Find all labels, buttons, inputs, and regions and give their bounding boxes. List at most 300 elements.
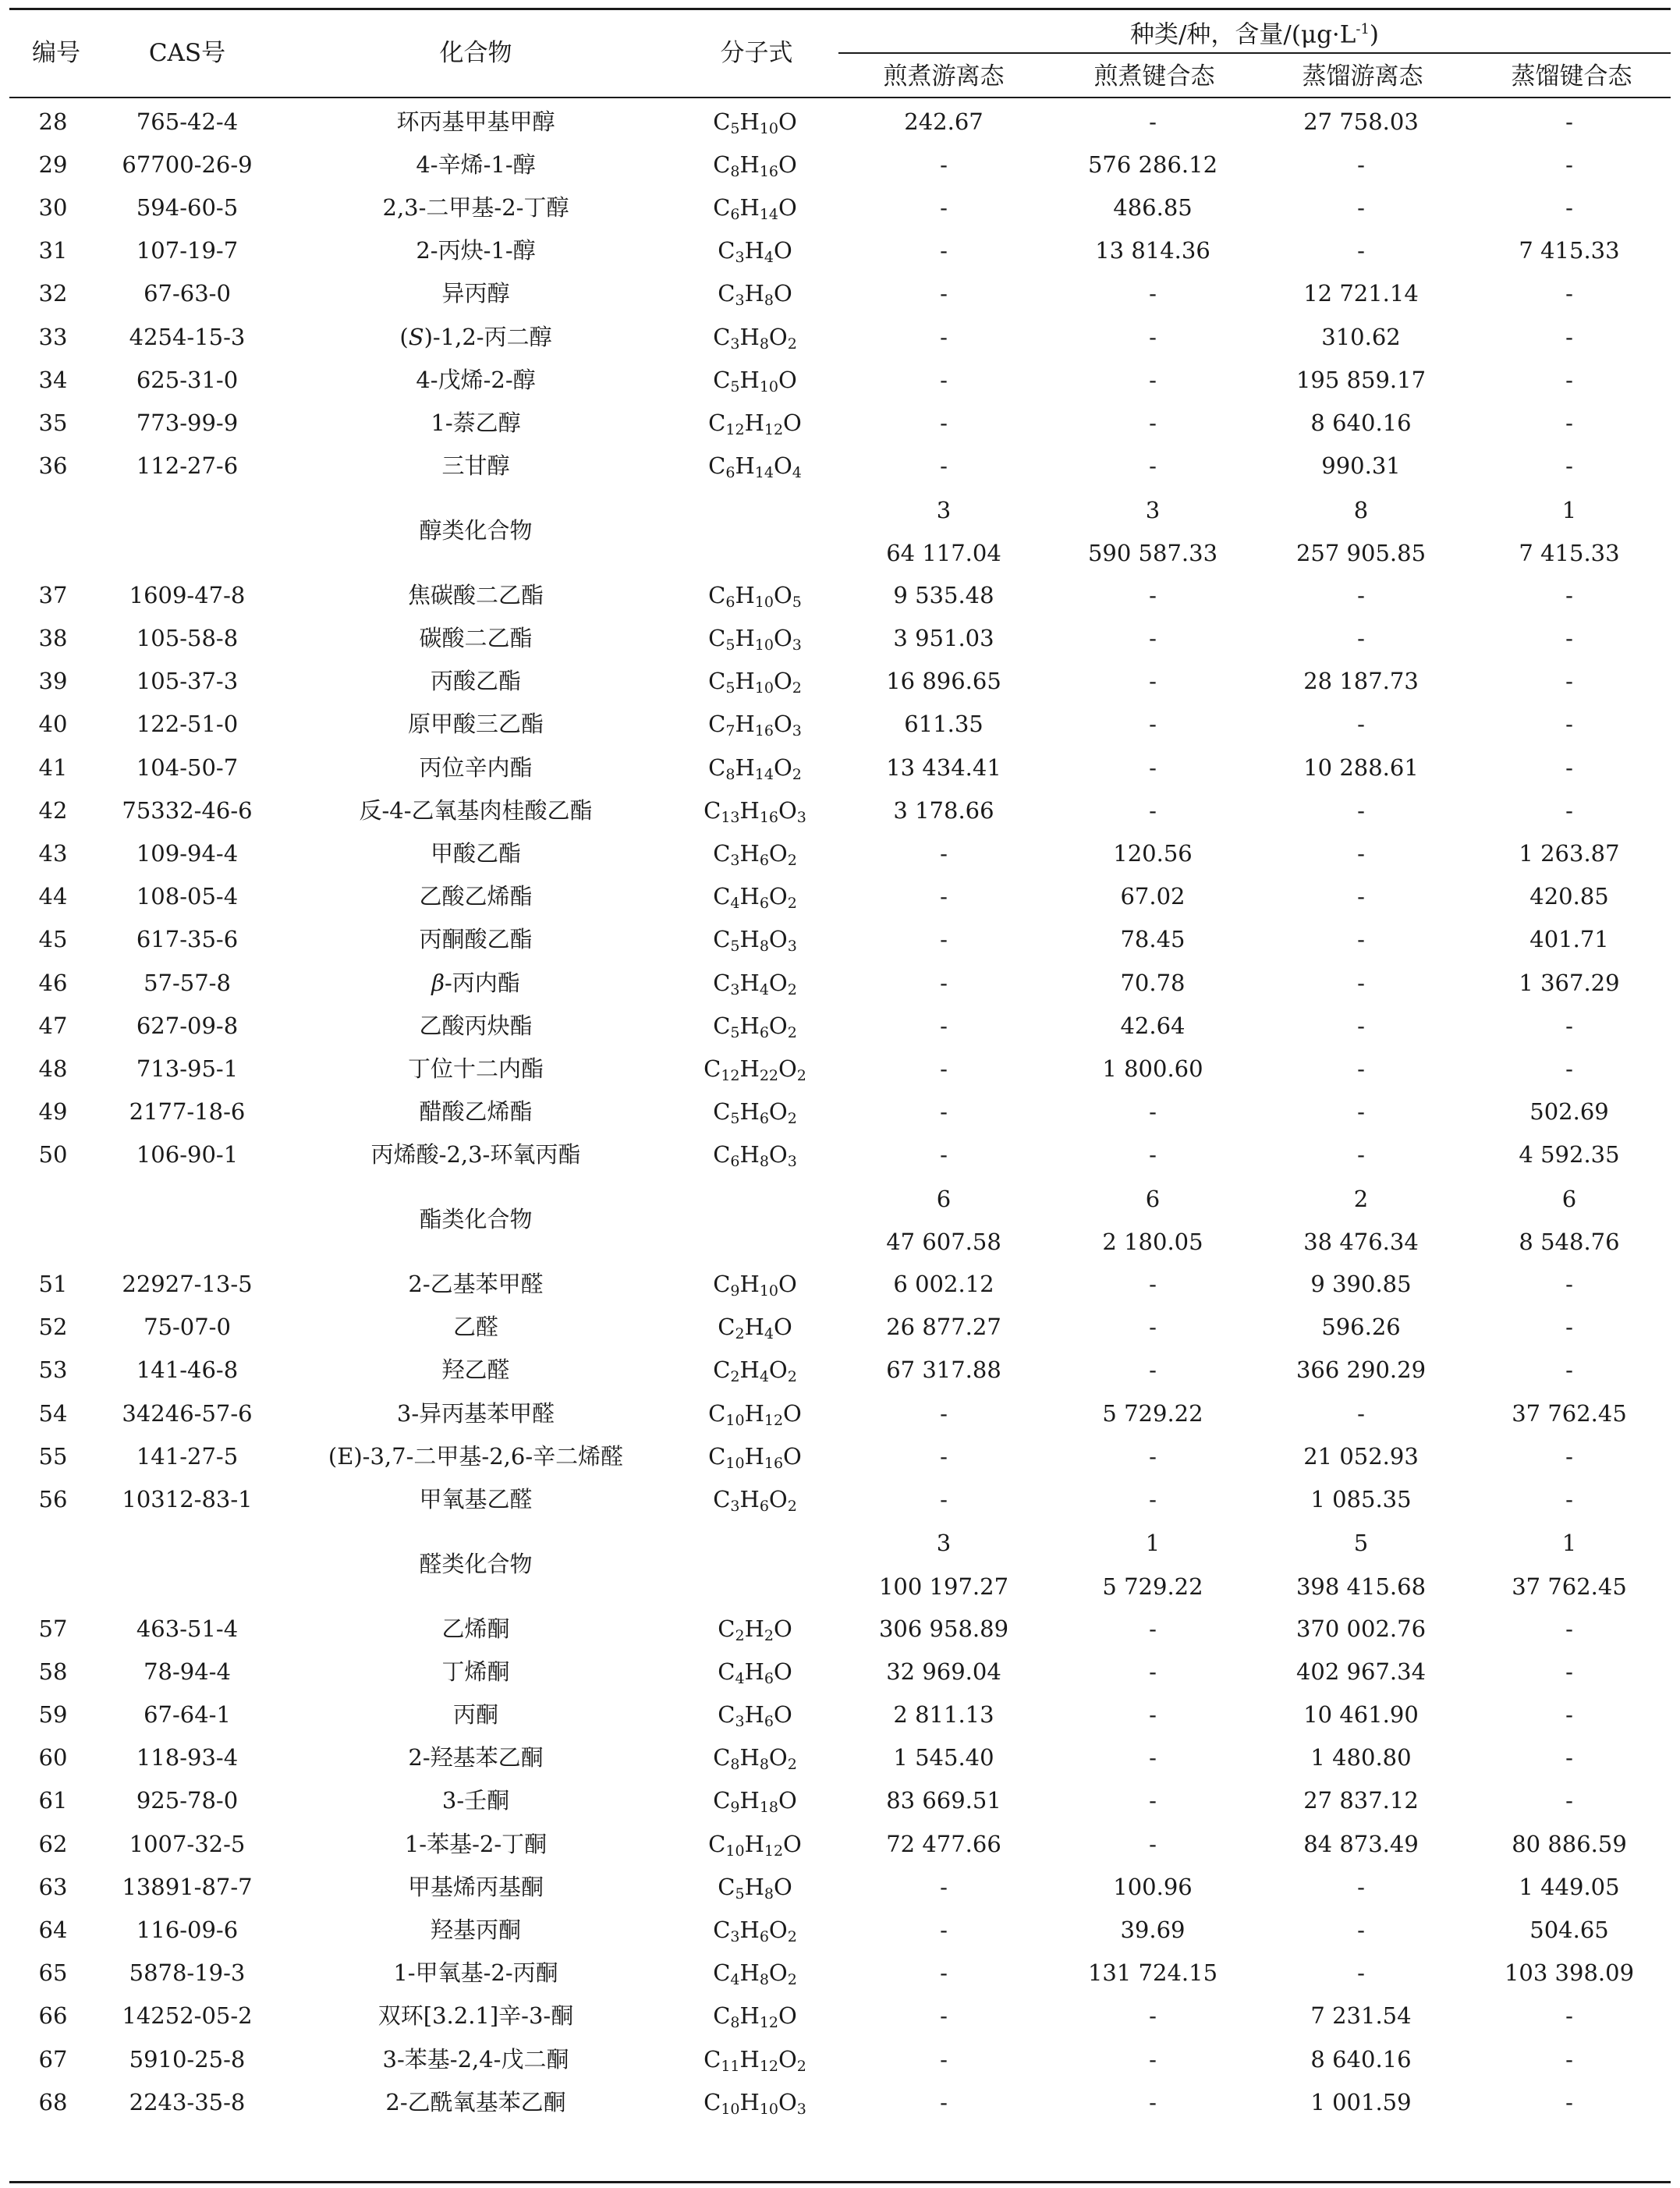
header-distill-bound: 蒸馏键合态 [1511,62,1632,90]
cell-decoction-bound: - [1149,452,1157,480]
cell-distill-free: - [1357,969,1365,996]
cell-decoction-free: 13 434.41 [886,754,1001,781]
cell-compound: 3-苯基-2,4-戊二酮 [382,2045,569,2073]
cell-distill-free: 402 967.34 [1295,1658,1427,1685]
cell-distill-free: - [1357,1399,1365,1427]
summary-label: 醇类化合物 [419,517,533,544]
cell-formula: $C_{13}H_{16}O_3$ [704,796,806,826]
cell-distill-free: - [1357,625,1365,651]
cell-distill-bound: - [1565,625,1573,651]
cell-decoction-bound: 100.96 [1113,1873,1193,1900]
cell-distill-bound: - [1565,108,1573,135]
cell-decoction-bound: - [1149,366,1157,393]
cell-decoction-bound: - [1149,668,1157,695]
summary-total-distill-bound: 8 548.76 [1519,1228,1620,1255]
cell-distill-bound: - [1565,410,1573,436]
cell-decoction-free: 16 896.65 [886,668,1001,695]
cell-id: 35 [38,410,68,436]
cell-decoction-bound: - [1149,410,1157,436]
cell-decoction-free: - [940,1917,948,1943]
cell-decoction-free: - [940,1959,948,1987]
cell-decoction-free: 3 951.03 [893,625,994,651]
top-rule [9,8,1671,10]
cell-decoction-bound: - [1149,280,1157,307]
cell-distill-free: 10 461.90 [1303,1701,1419,1728]
cell-decoction-bound: - [1149,1141,1157,1168]
cell-distill-free: - [1357,1098,1365,1126]
cell-id: 42 [38,796,68,824]
cell-cas: 105-58-8 [136,625,239,651]
cell-distill-free: 1 085.35 [1310,1486,1412,1512]
cell-decoction-free: - [940,2002,948,2030]
cell-formula: $C_{12}H_{22}O_2$ [704,1055,806,1084]
cell-decoction-free: - [940,1486,948,1512]
cell-decoction-bound: 42.64 [1120,1012,1186,1039]
cell-decoction-bound: 131 724.15 [1087,1959,1218,1987]
header-cas: CAS号 [148,39,226,67]
cell-decoction-bound: - [1149,1486,1157,1512]
header-rule [9,97,1671,98]
cell-distill-free: - [1357,1012,1365,1039]
cell-formula: $C_5H_6O_2$ [713,1098,797,1128]
cell-distill-free: 596.26 [1321,1314,1401,1341]
cell-id: 33 [38,323,68,350]
cell-distill-bound: 420.85 [1529,883,1609,910]
cell-distill-bound: 4 592.35 [1519,1141,1620,1168]
cell-cas: 594-60-5 [136,194,239,221]
cell-cas: 78-94-4 [144,1658,231,1685]
cell-distill-free: 1 001.59 [1310,2088,1412,2115]
cell-formula: $C_6H_{14}O$ [713,194,797,223]
cell-distill-free: - [1357,1055,1365,1082]
cell-distill-bound: - [1565,151,1573,178]
cell-cas: 75-07-0 [144,1314,231,1341]
cell-distill-bound: - [1565,194,1573,221]
cell-decoction-free: - [940,1442,948,1470]
summary-total-distill-bound: 37 762.45 [1512,1573,1627,1600]
cell-decoction-free: - [940,452,948,480]
cell-distill-bound: - [1565,1658,1573,1685]
summary-count-distill-bound: 1 [1561,1530,1577,1557]
cell-cas: 109-94-4 [136,840,239,867]
cell-compound: 2-乙酰氧基苯乙酮 [385,2088,566,2115]
cell-id: 36 [38,452,68,480]
cell-decoction-free: - [940,323,948,350]
cell-id: 66 [38,2002,68,2030]
header-distill-free: 蒸馏游离态 [1302,62,1423,90]
cell-distill-free: - [1357,1917,1365,1943]
cell-formula: $C_5H_{10}O_2$ [708,668,802,697]
summary-count-decoction-free: 3 [936,496,952,523]
cell-compound: 环丙基甲基甲醇 [396,108,555,135]
cell-distill-free: - [1357,926,1365,953]
cell-id: 56 [38,1486,68,1512]
cell-cas: 5910-25-8 [129,2045,246,2073]
cell-distill-bound: - [1565,323,1573,350]
cell-id: 64 [38,1917,68,1943]
header-group [838,14,1671,50]
cell-distill-bound: 1 263.87 [1519,840,1620,867]
cell-distill-bound: - [1565,1701,1573,1728]
summary-total-distill-free: 398 415.68 [1295,1573,1427,1600]
cell-formula: $C_9H_{10}O$ [713,1271,797,1300]
cell-distill-bound: 401.71 [1529,926,1609,953]
cell-cas: 627-09-8 [136,1012,239,1039]
cell-formula: $C_8H_{14}O_2$ [708,754,802,783]
cell-decoction-bound: 1 800.60 [1102,1055,1203,1082]
cell-id: 60 [38,1744,68,1771]
cell-cas: 141-46-8 [136,1356,239,1384]
cell-formula: $C_2H_2O$ [718,1615,792,1644]
cell-decoction-free: - [940,840,948,867]
cell-cas: 773-99-9 [136,410,239,436]
cell-decoction-free: - [940,969,948,996]
cell-cas: 925-78-0 [136,1787,239,1814]
cell-compound: 1-苯基-2-丁酮 [404,1830,548,1857]
cell-compound: 丁位十二内酯 [407,1055,544,1082]
cell-cas: 13891-87-7 [122,1873,253,1900]
summary-count-distill-bound: 6 [1561,1185,1577,1212]
cell-cas: 104-50-7 [136,754,239,781]
summary-total-distill-free: 38 476.34 [1303,1228,1419,1255]
cell-cas: 107-19-7 [136,237,239,264]
cell-formula: $C_3H_4O$ [718,237,792,267]
cell-distill-bound: - [1565,1744,1573,1771]
cell-formula: $C_5H_8O$ [718,1873,792,1903]
cell-decoction-bound: - [1149,323,1157,350]
cell-cas: 14252-05-2 [122,2002,253,2030]
cell-id: 59 [38,1701,68,1728]
summary-total-decoction-free: 64 117.04 [886,539,1001,566]
cell-cas: 108-05-4 [136,883,239,910]
cell-distill-bound: - [1565,1314,1573,1341]
cell-compound: (E)-3,7-二甲基-2,6-辛二烯醛 [328,1442,624,1470]
cell-cas: 625-31-0 [136,366,239,393]
cell-cas: 34246-57-6 [122,1399,253,1427]
cell-decoction-bound: - [1149,1314,1157,1341]
cell-compound: 丙位辛内酯 [419,754,533,781]
cell-decoction-bound: - [1149,581,1157,608]
summary-label: 醛类化合物 [419,1550,533,1577]
cell-decoction-bound: - [1149,796,1157,824]
cell-distill-free: 12 721.14 [1303,280,1419,307]
cell-distill-bound: - [1565,366,1573,393]
cell-formula: $C_{10}H_{10}O_3$ [704,2088,806,2118]
cell-compound: 3-异丙基苯甲醛 [396,1399,555,1427]
cell-compound: 丙酮 [452,1701,499,1728]
cell-cas: 2177-18-6 [129,1098,246,1126]
cell-compound: 2-羟基苯乙酮 [408,1744,544,1771]
cell-cas: 617-35-6 [136,926,239,953]
summary-total-decoction-bound: 590 587.33 [1087,539,1218,566]
cell-compound: (S)-1,2-丙二醇 [399,323,552,350]
cell-distill-free: 27 758.03 [1303,108,1419,135]
cell-formula: $C_{10}H_{12}O$ [708,1399,802,1429]
cell-distill-bound: - [1565,2002,1573,2030]
cell-decoction-bound: - [1149,1098,1157,1126]
cell-id: 61 [38,1787,68,1814]
cell-decoction-free: 3 178.66 [893,796,994,824]
cell-decoction-bound: - [1149,1442,1157,1470]
cell-distill-bound: 1 367.29 [1519,969,1620,996]
cell-decoction-bound: 67.02 [1120,883,1186,910]
summary-count-distill-free: 8 [1353,496,1369,523]
cell-distill-free: - [1357,796,1365,824]
cell-distill-free: - [1357,237,1365,264]
cell-cas: 463-51-4 [136,1615,239,1642]
cell-id: 65 [38,1959,68,1987]
cell-cas: 75332-46-6 [122,796,253,824]
summary-label: 酯类化合物 [419,1206,533,1233]
cell-formula: $C_2H_4O$ [718,1314,792,1343]
cell-decoction-free: 67 317.88 [886,1356,1001,1384]
cell-cas: 105-37-3 [136,668,239,695]
cell-compound: 原甲酸三乙酯 [407,711,544,738]
cell-decoction-bound: - [1149,1787,1157,1814]
cell-id: 31 [38,237,68,264]
cell-distill-bound: - [1565,1012,1573,1039]
cell-id: 53 [38,1356,68,1384]
cell-cas: 67-64-1 [144,1701,231,1728]
header-group-text: 种类/种，含量/(μg·L [1129,20,1356,49]
cell-formula: $C_6H_8O_3$ [713,1141,797,1171]
cell-id: 55 [38,1442,68,1470]
cell-formula: $C_5H_{10}O$ [713,366,797,395]
cell-compound: 2-乙基苯甲醛 [408,1271,544,1297]
cell-cas: 67700-26-9 [122,151,253,178]
cell-decoction-bound: - [1149,1658,1157,1685]
cell-decoction-bound: - [1149,108,1157,135]
cell-decoction-free: 611.35 [904,711,984,738]
cell-compound: 2-丙炔-1-醇 [416,237,536,264]
cell-id: 34 [38,366,68,393]
summary-count-decoction-bound: 3 [1145,496,1161,523]
cell-distill-bound: - [1565,1486,1573,1512]
cell-decoction-free: - [940,1012,948,1039]
cell-decoction-free: - [940,926,948,953]
cell-cas: 57-57-8 [144,969,231,996]
cell-formula: $C_{11}H_{12}O_2$ [704,2045,806,2075]
cell-cas: 10312-83-1 [122,1486,253,1512]
cell-id: 51 [38,1271,68,1297]
cell-compound: 碳酸二乙酯 [419,625,533,651]
cell-formula: $C_4H_6O_2$ [713,883,797,913]
cell-formula: $C_5H_6O_2$ [713,1012,797,1041]
cell-id: 41 [38,754,68,781]
cell-decoction-bound: - [1149,2045,1157,2073]
cell-id: 44 [38,883,68,910]
cell-distill-bound: - [1565,754,1573,781]
cell-distill-free: 310.62 [1321,323,1401,350]
cell-decoction-free: - [940,1055,948,1082]
bottom-rule [9,2181,1671,2183]
cell-decoction-free: 26 877.27 [886,1314,1001,1341]
cell-distill-free: 370 002.76 [1295,1615,1427,1642]
cell-id: 54 [38,1399,68,1427]
header-id: 编号 [32,39,80,67]
cell-id: 46 [38,969,68,996]
cell-compound: 丙酸乙酯 [430,668,522,695]
summary-total-decoction-free: 47 607.58 [886,1228,1001,1255]
cell-compound: 2,3-二甲基-2-丁醇 [382,194,569,221]
cell-distill-free: 27 837.12 [1303,1787,1419,1814]
cell-formula: $C_3H_6O$ [718,1701,792,1730]
cell-id: 68 [38,2088,68,2115]
cell-id: 32 [38,280,68,307]
cell-distill-bound: 504.65 [1529,1917,1609,1943]
cell-decoction-free: 9 535.48 [893,581,994,608]
cell-id: 40 [38,711,68,738]
cell-distill-free: - [1357,151,1365,178]
cell-formula: $C_3H_6O_2$ [713,840,797,869]
cell-formula: $C_6H_{10}O_5$ [708,581,802,611]
cell-compound: 乙酸乙烯酯 [419,883,533,910]
cell-distill-bound: - [1565,1055,1573,1082]
cell-distill-free: 990.31 [1321,452,1401,480]
cell-cas: 2243-35-8 [129,2088,246,2115]
cell-decoction-free: 32 969.04 [886,1658,1001,1685]
cell-distill-bound: - [1565,2088,1573,2115]
summary-count-decoction-free: 6 [936,1185,952,1212]
cell-formula: $C_4H_8O_2$ [713,1959,797,1989]
cell-decoction-free: - [940,2045,948,2073]
cell-id: 50 [38,1141,68,1168]
cell-distill-bound: - [1565,1271,1573,1297]
cell-decoction-bound: 576 286.12 [1087,151,1218,178]
cell-decoction-bound: - [1149,2088,1157,2115]
cell-distill-bound: - [1565,452,1573,480]
cell-decoction-free: - [940,1098,948,1126]
cell-compound: 双环[3.2.1]辛-3-酮 [377,2002,574,2030]
header-decoction-free: 煎煮游离态 [883,62,1005,90]
cell-formula: $C_6H_{14}O_4$ [708,452,802,482]
cell-distill-bound: 103 398.09 [1504,1959,1635,1987]
cell-decoction-free: 72 477.66 [886,1830,1001,1857]
cell-cas: 1007-32-5 [129,1830,246,1857]
cell-decoction-bound: - [1149,625,1157,651]
cell-id: 45 [38,926,68,953]
cell-distill-free: 8 640.16 [1310,410,1412,436]
cell-compound: 丁烯酮 [441,1658,510,1685]
cell-distill-bound: - [1565,796,1573,824]
cell-distill-bound: - [1565,581,1573,608]
summary-count-distill-free: 2 [1353,1185,1369,1212]
cell-distill-bound: - [1565,280,1573,307]
cell-id: 29 [38,151,68,178]
cell-decoction-free: 1 545.40 [893,1744,994,1771]
cell-decoction-free: 242.67 [904,108,984,135]
cell-cas: 765-42-4 [136,108,239,135]
cell-distill-bound: 80 886.59 [1512,1830,1627,1857]
cell-decoction-bound: - [1149,754,1157,781]
summary-total-distill-bound: 7 415.33 [1519,539,1620,566]
cell-decoction-free: 83 669.51 [886,1787,1001,1814]
cell-id: 28 [38,108,68,135]
cell-distill-bound: - [1565,1787,1573,1814]
cell-compound: 3-壬酮 [441,1787,510,1814]
cell-compound: 焦碳酸二乙酯 [407,581,544,608]
header-formula: 分子式 [720,39,793,67]
cell-compound: 羟乙醛 [441,1356,510,1384]
cell-decoction-bound: - [1149,1615,1157,1642]
cell-decoction-bound: 78.45 [1120,926,1186,953]
cell-formula: $C_3H_8O_2$ [713,323,797,353]
cell-decoction-bound: 39.69 [1120,1917,1186,1943]
cell-decoction-free: - [940,2088,948,2115]
summary-total-decoction-bound: 2 180.05 [1102,1228,1203,1255]
summary-total-decoction-bound: 5 729.22 [1102,1573,1203,1600]
summary-total-decoction-free: 100 197.27 [878,1573,1009,1600]
cell-formula: $C_3H_4O_2$ [713,969,797,998]
cell-formula: $C_8H_8O_2$ [713,1744,797,1774]
cell-distill-free: - [1357,1959,1365,1987]
cell-formula: $C_7H_{16}O_3$ [708,711,802,740]
cell-distill-free: - [1357,711,1365,738]
cell-decoction-free: - [940,280,948,307]
cell-id: 47 [38,1012,68,1039]
cell-cas: 116-09-6 [136,1917,239,1943]
cell-decoction-free: 6 002.12 [893,1271,994,1297]
cell-cas: 141-27-5 [136,1442,239,1470]
cell-formula: $C_{12}H_{12}O$ [708,410,802,438]
cell-decoction-free: - [940,883,948,910]
summary-total-distill-free: 257 905.85 [1295,539,1427,566]
cell-decoction-bound: 486.85 [1113,194,1193,221]
cell-cas: 112-27-6 [136,452,239,480]
cell-decoction-bound: 120.56 [1113,840,1193,867]
cell-id: 37 [38,581,68,608]
cell-cas: 122-51-0 [136,711,239,738]
cell-formula: $C_8H_{12}O$ [713,2002,797,2032]
cell-distill-bound: 502.69 [1529,1098,1609,1126]
cell-distill-free: 10 288.61 [1303,754,1419,781]
cell-distill-free: 8 640.16 [1310,2045,1412,2073]
cell-distill-free: 9 390.85 [1310,1271,1412,1297]
cell-formula: $C_2H_4O_2$ [713,1356,797,1386]
cell-compound: 异丙醇 [441,280,510,307]
cell-decoction-free: - [940,1141,948,1168]
cell-decoction-free: - [940,366,948,393]
cell-distill-free: 28 187.73 [1303,668,1419,695]
cell-compound: 甲基烯丙基酮 [407,1873,544,1900]
cell-compound: 1-萘乙醇 [431,410,521,436]
cell-compound: 乙酸丙炔酯 [419,1012,533,1039]
cell-distill-free: 195 859.17 [1295,366,1427,393]
header-group-close: ) [1369,20,1380,49]
cell-distill-free: - [1357,840,1365,867]
cell-decoction-bound: 70.78 [1120,969,1186,996]
cell-distill-free: 21 052.93 [1303,1442,1419,1470]
cell-id: 30 [38,194,68,221]
cell-compound: 乙醛 [452,1314,499,1341]
cell-cas: 1609-47-8 [129,581,246,608]
cell-compound: 1-甲氧基-2-丙酮 [393,1959,558,1987]
cell-distill-bound: - [1565,1356,1573,1384]
cell-distill-bound: 7 415.33 [1519,237,1620,264]
cell-formula: $C_3H_6O_2$ [713,1917,797,1945]
cell-compound: 三甘醇 [441,452,510,480]
cell-formula: $C_5H_8O_3$ [713,926,797,956]
cell-decoction-free: 2 811.13 [893,1701,994,1728]
cell-distill-free: 366 290.29 [1295,1356,1427,1384]
cell-cas: 5878-19-3 [129,1959,246,1987]
cell-distill-bound: - [1565,2045,1573,2073]
cell-cas: 4254-15-3 [129,323,246,350]
cell-formula: $C_8H_{16}O$ [713,151,797,180]
cell-distill-bound: 37 762.45 [1512,1399,1627,1427]
cell-cas: 713-95-1 [136,1055,239,1082]
cell-formula: $C_5H_{10}O$ [713,108,797,137]
